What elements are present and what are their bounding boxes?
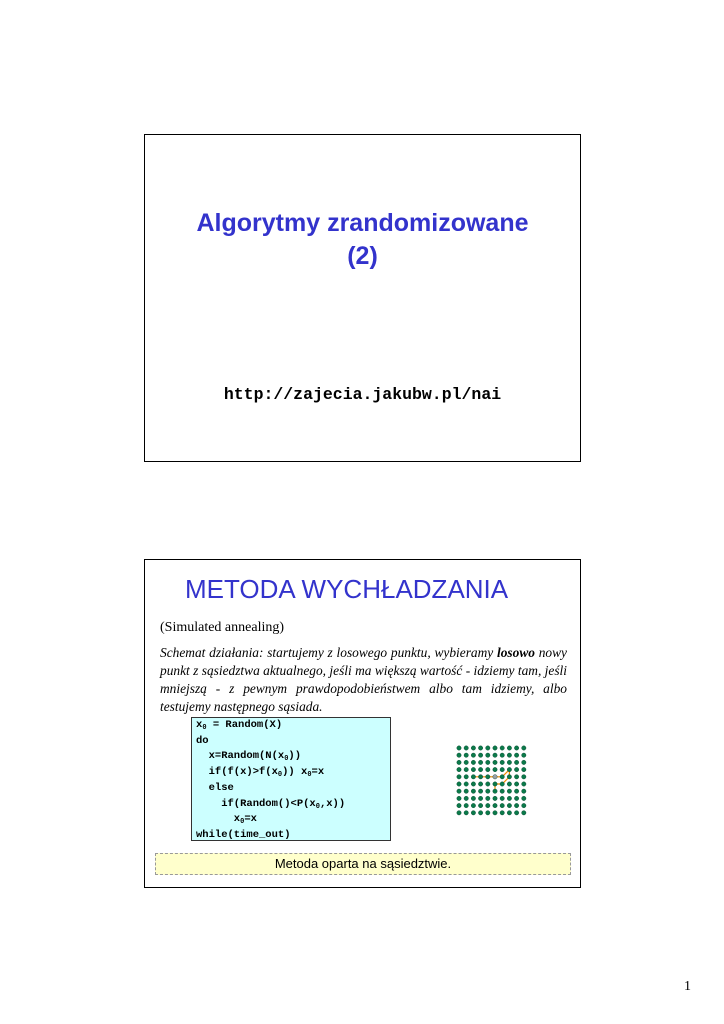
- grid-point: [514, 789, 518, 793]
- grid-point: [464, 760, 468, 764]
- grid-point: [500, 753, 504, 757]
- grid-point: [500, 767, 504, 771]
- course-url: http://zajecia.jakubw.pl/nai: [223, 385, 502, 404]
- grid-point: [507, 767, 511, 771]
- grid-point: [478, 746, 482, 750]
- grid-point: [464, 753, 468, 757]
- grid-point: [522, 796, 526, 800]
- grid-point: [486, 775, 490, 779]
- grid-point: [507, 789, 511, 793]
- grid-point: [500, 803, 504, 807]
- grid-point: [507, 796, 511, 800]
- grid-point: [522, 811, 526, 815]
- grid-point: [457, 746, 461, 750]
- grid-point: [478, 760, 482, 764]
- grid-point: [522, 803, 526, 807]
- description-bold-word: losowo: [497, 645, 535, 660]
- slide-2-subtitle: (Simulated annealing): [160, 620, 285, 635]
- grid-point: [493, 782, 497, 786]
- grid-point: [457, 760, 461, 764]
- grid-point: [514, 782, 518, 786]
- grid-point: [507, 775, 511, 779]
- grid-point: [500, 811, 504, 815]
- grid-point: [464, 767, 468, 771]
- slide-2: [144, 559, 581, 888]
- grid-point: [471, 796, 475, 800]
- grid-point: [493, 767, 497, 771]
- grid-point: [471, 746, 475, 750]
- grid-point: [471, 753, 475, 757]
- code-line-3: $x=Random(N(x_0))$: [196, 750, 302, 764]
- grid-point: [493, 789, 497, 793]
- grid-point: [486, 746, 490, 750]
- neighborhood-grid-diagram: [456, 745, 532, 817]
- grid-point: [478, 782, 482, 786]
- grid-point: [457, 767, 461, 771]
- grid-point: [486, 753, 490, 757]
- description-part-1: Schemat działania: startujemy z losowego punktu, wybieramy: [160, 645, 497, 660]
- grid-point: [486, 789, 490, 793]
- grid-point: [514, 767, 518, 771]
- grid-point: [522, 760, 526, 764]
- grid-point: [457, 782, 461, 786]
- pseudocode-box: [191, 717, 391, 841]
- grid-point: [507, 760, 511, 764]
- code-line-6: $if(Random()<P(x_0,x))$: [196, 797, 346, 811]
- grid-point: [478, 789, 482, 793]
- title-line-2: (2): [347, 242, 378, 270]
- grid-point: [457, 789, 461, 793]
- grid-point: [486, 803, 490, 807]
- slide-1-title: [145, 207, 580, 273]
- grid-point: [464, 782, 468, 786]
- grid-point: [500, 746, 504, 750]
- grid-point: [522, 767, 526, 771]
- grid-point: [507, 746, 511, 750]
- slide-1: [144, 134, 581, 462]
- grid-point: [464, 789, 468, 793]
- grid-point: [471, 803, 475, 807]
- grid-point: [471, 767, 475, 771]
- grid-point: [514, 811, 518, 815]
- grid-point: [500, 789, 504, 793]
- grid-point: [514, 753, 518, 757]
- grid-point: [493, 760, 497, 764]
- grid-point: [514, 760, 518, 764]
- grid-point: [471, 775, 475, 779]
- page-number: 1: [684, 979, 691, 994]
- grid-point: [493, 753, 497, 757]
- grid-point: [514, 746, 518, 750]
- grid-point: [471, 760, 475, 764]
- code-line-7: $x_0=x$: [196, 813, 257, 827]
- grid-point: [500, 782, 504, 786]
- grid-point: [507, 803, 511, 807]
- grid-point: [486, 811, 490, 815]
- neighborhood-path: [473, 770, 509, 792]
- grid-point: [457, 796, 461, 800]
- grid-point: [514, 803, 518, 807]
- grid-point: [478, 803, 482, 807]
- grid-point: [464, 811, 468, 815]
- grid-point: [507, 811, 511, 815]
- grid-point: [514, 775, 518, 779]
- description-part-2: nowy punkt z sąsiedztwa aktualnego, jeśli ma większą wartość - idziemy tam, jeśli mniejszą - z pewnym prawdopodobieństwem albo tam idziemy, albo testujemy następnego sąsiada.: [160, 645, 567, 714]
- grid-point: [493, 803, 497, 807]
- grid-point: [486, 796, 490, 800]
- grid-point: [478, 767, 482, 771]
- grid-point: [522, 746, 526, 750]
- grid-point: [493, 811, 497, 815]
- grid-point: [522, 789, 526, 793]
- grid-point: [500, 796, 504, 800]
- code-line-8: while(time_out): [196, 828, 291, 841]
- code-line-2: do: [196, 734, 209, 747]
- grid-point: [493, 775, 497, 779]
- grid-point: [471, 811, 475, 815]
- grid-point: [457, 811, 461, 815]
- grid-point: [464, 796, 468, 800]
- footer-note: Metoda oparta na sąsiedztwie.: [155, 853, 571, 875]
- grid-point: [486, 767, 490, 771]
- title-line-1: Algorytmy zrandomizowane: [196, 209, 529, 237]
- grid-point: [464, 775, 468, 779]
- grid-point: [471, 782, 475, 786]
- code-line-1: $x_0$ = Random(X): [196, 719, 283, 732]
- grid-point: [514, 796, 518, 800]
- grid-point: [522, 753, 526, 757]
- grid-point: [507, 753, 511, 757]
- grid-point: [478, 753, 482, 757]
- grid-point: [486, 760, 490, 764]
- algorithm-description: [160, 644, 567, 716]
- code-line-4: $if(f(x)>f(x_0))$ $x_0=x$: [196, 766, 325, 780]
- grid-point: [471, 789, 475, 793]
- grid-point: [457, 753, 461, 757]
- code-line-5: else: [196, 781, 234, 794]
- grid-point: [457, 803, 461, 807]
- grid-point: [478, 775, 482, 779]
- grid-point: [464, 803, 468, 807]
- grid-point: [478, 811, 482, 815]
- grid-point: [522, 775, 526, 779]
- grid-point: [464, 746, 468, 750]
- grid-point: [507, 782, 511, 786]
- grid-point: [500, 775, 504, 779]
- grid-point: [486, 782, 490, 786]
- grid-point: [457, 775, 461, 779]
- grid-point: [493, 746, 497, 750]
- grid-point: [500, 760, 504, 764]
- grid-point: [493, 796, 497, 800]
- grid-point: [478, 796, 482, 800]
- grid-point: [522, 782, 526, 786]
- slide-2-title: METODA WYCHŁADZANIA: [185, 574, 509, 604]
